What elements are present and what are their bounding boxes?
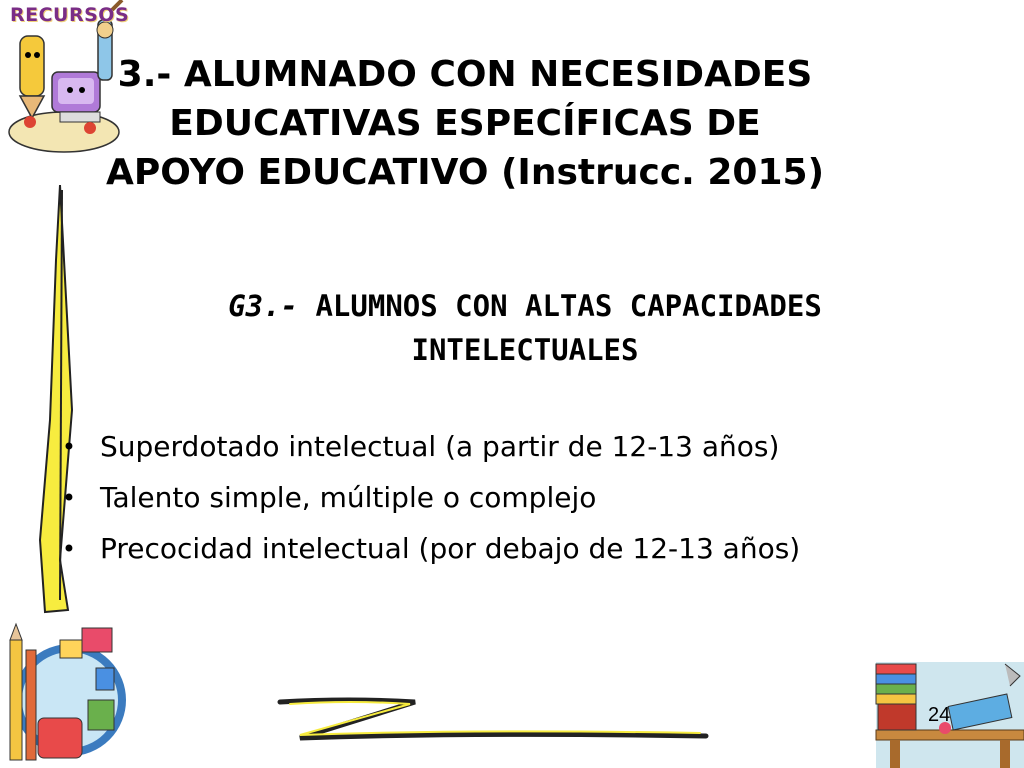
section-subtitle bbox=[95, 284, 955, 372]
bullet-text: Talento simple, múltiple o complejo bbox=[100, 481, 597, 514]
bullet-dot-icon: • bbox=[61, 535, 77, 563]
bullet-item bbox=[58, 422, 958, 473]
yellow-swoosh-icon bbox=[280, 700, 706, 738]
slide-title bbox=[80, 50, 850, 197]
slide-title-line: 3.- ALUMNADO CON NECESIDADES bbox=[117, 54, 813, 95]
bullet-dot-icon: • bbox=[61, 484, 77, 512]
slide-title-line: APOYO EDUCATIVO (Instrucc. 2015) bbox=[105, 152, 825, 193]
subtitle-prefix: G3.- bbox=[228, 289, 299, 323]
bullet-item bbox=[58, 473, 958, 524]
page-number: 24 bbox=[928, 704, 951, 726]
logo-text: RECURSOS bbox=[10, 4, 130, 26]
bullet-list bbox=[58, 422, 958, 575]
bullet-item bbox=[58, 524, 958, 575]
bullet-dot-icon: • bbox=[61, 433, 77, 461]
subtitle-line-2: INTELECTUALES bbox=[411, 333, 639, 367]
bullet-text: Superdotado intelectual (a partir de 12-13 años) bbox=[100, 430, 780, 463]
slide-title-line: EDUCATIVAS ESPECÍFICAS DE bbox=[169, 103, 761, 144]
subtitle-line-1 bbox=[95, 284, 955, 328]
bullet-text: Precocidad intelectual (por debajo de 12-13 años) bbox=[100, 532, 801, 565]
school-supplies-collage-icon bbox=[10, 624, 122, 760]
subtitle-text: ALUMNOS CON ALTAS CAPACIDADES bbox=[298, 289, 822, 323]
